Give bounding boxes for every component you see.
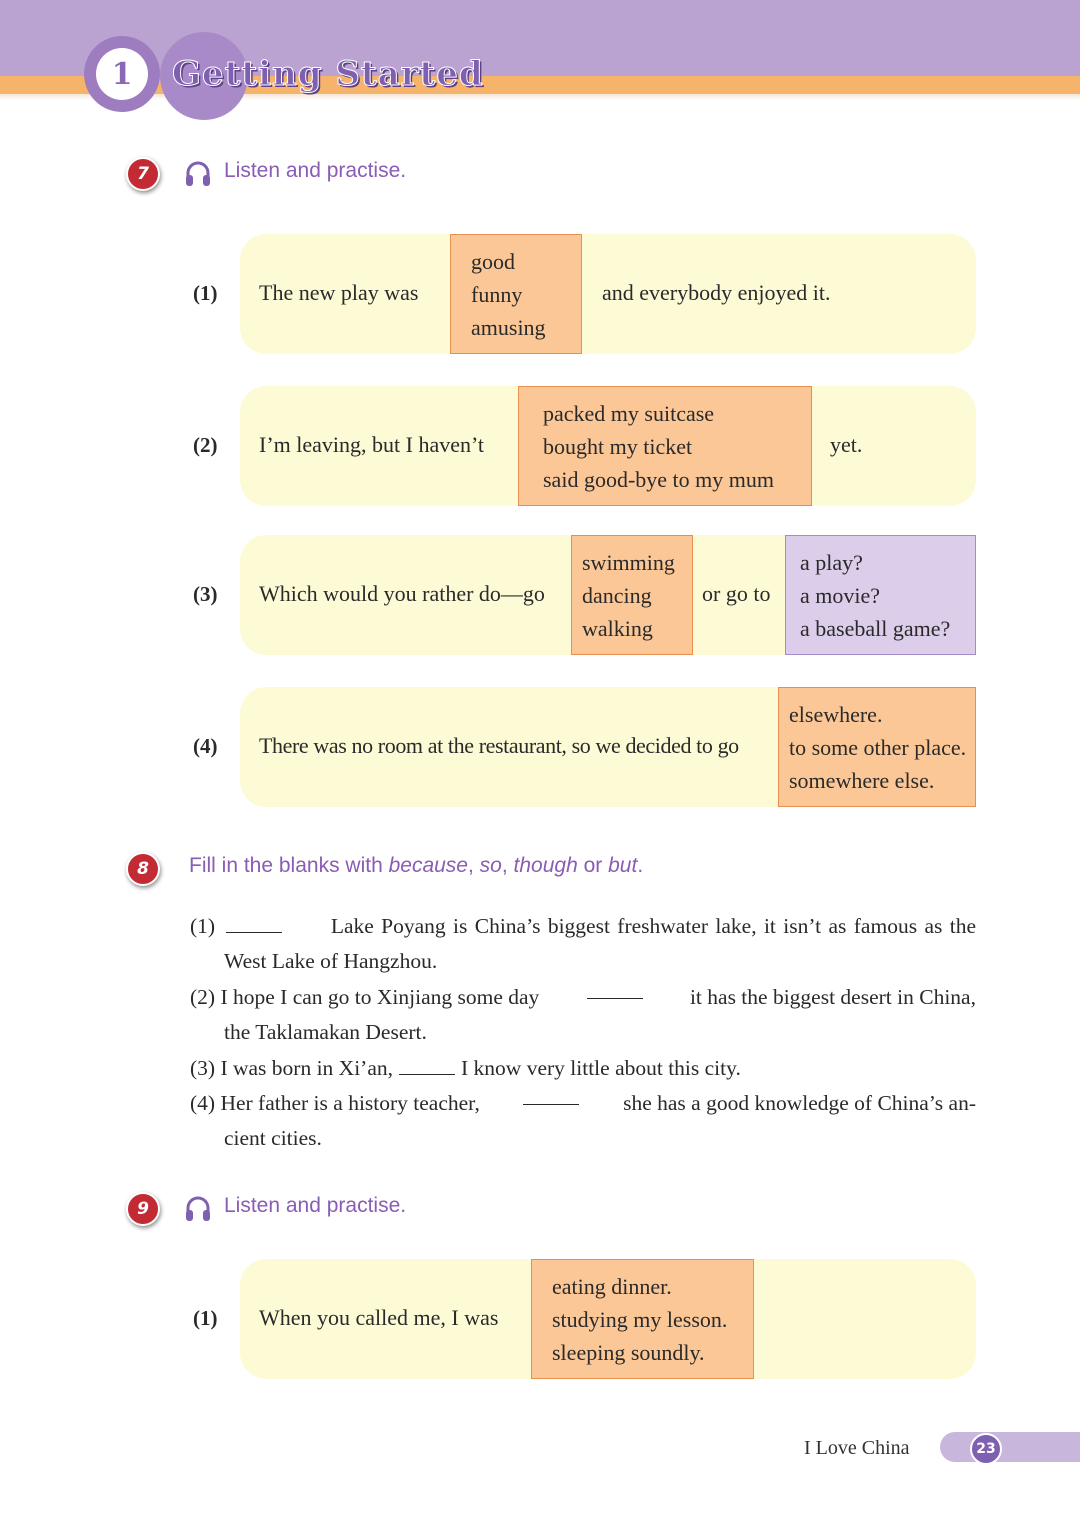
option-text: somewhere else. [789,767,935,793]
sentence-prefix: I’m leaving, but I haven’t [259,432,485,457]
sentence-suffix: and everybody enjoyed it. [602,280,831,305]
row-number: (4) [193,734,218,758]
option-text: elsewhere. [789,701,883,727]
unit-number: 1 [96,48,148,100]
option-text: walking [582,615,653,641]
exercise-instruction: Listen and practise. [224,159,407,182]
option-text: swimming [582,549,675,575]
option-box [778,687,976,807]
footer-bar [940,1432,1080,1462]
sentence-prefix: The new play was [259,280,419,305]
option-text: to some other place. [789,734,967,760]
answer-blank[interactable] [226,914,282,933]
fill-item: (3) I was born in Xi’an, I know very little about this city. [190,1056,741,1080]
option-text: a baseball game? [800,615,951,641]
option-text: studying my lesson. [552,1306,728,1332]
sentence-suffix: yet. [830,432,863,457]
exercise-number-badge: 7 [126,157,160,191]
row-number: (3) [193,582,218,606]
answer-blank[interactable] [523,1086,579,1105]
option-box [450,234,582,354]
option-box [531,1259,754,1379]
exercise-number-badge: 9 [126,1192,160,1226]
option-text: said good-bye to my mum [543,466,774,492]
sentence-prefix: Which would you rather do—go [259,581,545,606]
answer-blank[interactable] [587,980,643,999]
fill-item: (1) Lake Poyang is China’s biggest freshwater lake, it isn’t as famous as the West Lake of Hangzhou. [190,914,976,973]
option-text: packed my suitcase [543,400,715,426]
option-text: amusing [471,314,546,340]
option-text: dancing [582,582,652,608]
sentence-prefix: There was no room at the restaurant, so we decided to go [259,733,739,758]
sentence-middle: or go to [702,581,771,606]
fill-item: (4) Her father is a history teacher, she has a good knowledge of China’s an- cient cities. [190,1086,976,1156]
row-number: (1) [193,1306,218,1330]
option-text: good [471,248,515,274]
row-number: (1) [193,281,218,305]
page-number: 23 [970,1433,1002,1465]
exercise-instruction: Listen and practise. [224,1194,407,1217]
answer-blank[interactable] [399,1056,455,1075]
option-text: a movie? [800,582,881,608]
option-text: a play? [800,549,863,575]
option-text: bought my ticket [543,433,693,459]
option-box [518,386,812,506]
option-text: funny [471,281,523,307]
unit-title: Getting Started [172,54,484,94]
headphones-icon [184,1195,212,1223]
option-text: eating dinner. [552,1273,672,1299]
book-title: I Love China [804,1437,910,1459]
option-text: sleeping soundly. [552,1339,705,1365]
exercise-instruction: Fill in the blanks with because, so, though or but. [189,854,644,877]
sentence-prefix: When you called me, I was [259,1305,499,1330]
option-box [571,535,693,655]
fill-item: (2) I hope I can go to Xinjiang some day it has the biggest desert in China, the Taklamakan Desert. [190,980,976,1050]
exercise-number-badge: 8 [126,852,160,886]
option-box-alt [785,535,976,655]
header-shadow [0,94,1080,100]
row-number: (2) [193,433,218,457]
headphones-icon [184,160,212,188]
